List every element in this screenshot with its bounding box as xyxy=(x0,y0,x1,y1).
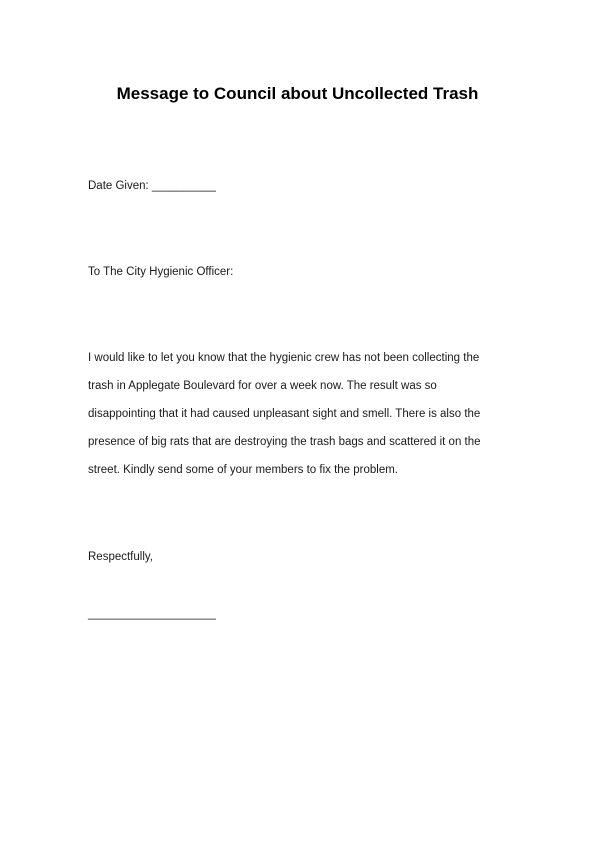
body-line: presence of big rats that are destroying the trash bags and scattered it on the xyxy=(88,436,481,448)
signature-line: ____________________ xyxy=(88,608,216,620)
body-line: disappointing that it had caused unpleasant sight and smell. There is also the xyxy=(88,408,481,420)
closing-line: Respectfully, xyxy=(88,551,153,563)
document-title: Message to Council about Uncollected Trash xyxy=(116,84,479,103)
body-line: I would like to let you know that the hygienic crew has not been collecting the xyxy=(88,352,480,364)
recipient-line: To The City Hygienic Officer: xyxy=(88,266,234,278)
date-line: Date Given: __________ xyxy=(88,180,216,192)
body-line: street. Kindly send some of your members to fix the problem. xyxy=(88,464,398,476)
body-line: trash in Applegate Boulevard for over a week now. The result was so xyxy=(88,380,437,392)
